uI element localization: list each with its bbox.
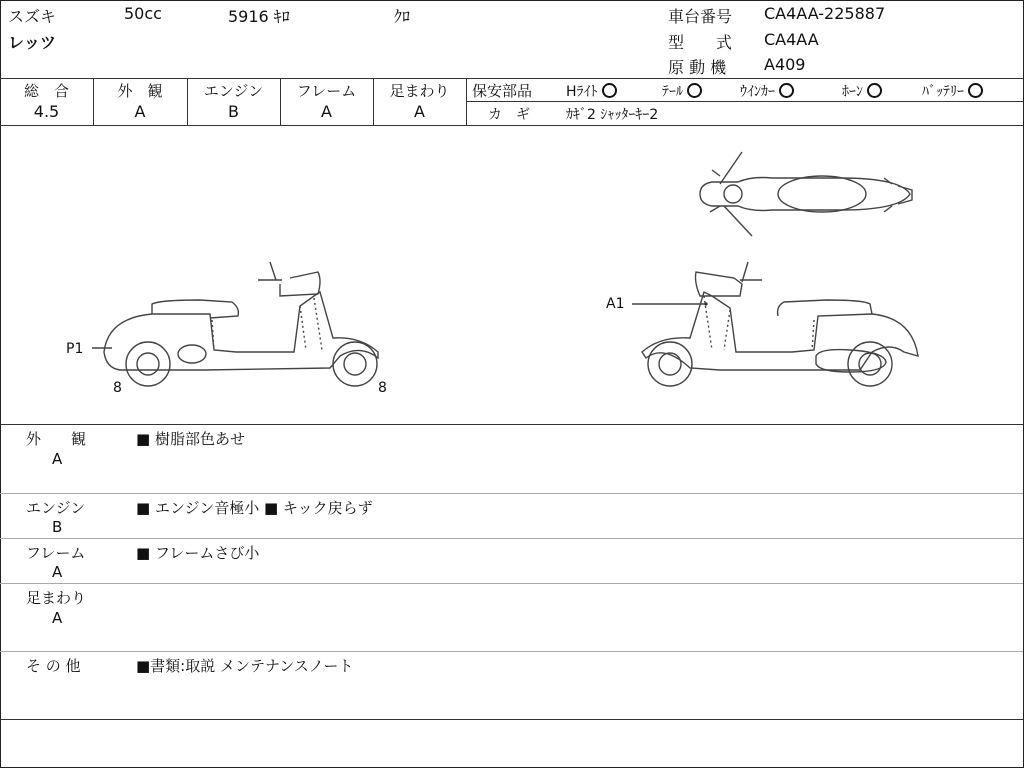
grade-label-overall: 総 合 [23,82,69,100]
grade-label-exterior: 外 観 [117,82,163,100]
engine-no: A409 [764,55,806,74]
safety-item-battery: ﾊﾞｯﾃﾘｰ [922,81,983,101]
grade-label-frame: フレーム [296,82,357,100]
grade-label-suspension: 足まわり [389,82,450,100]
safety-title: 保安部品 [472,82,533,100]
p1-marker: P1 [66,341,84,357]
grade-value-overall: 4.5 [33,102,60,121]
remark-category: エンジン [26,499,86,517]
remark-notes: ■ 樹脂部色あせ [136,430,245,448]
maker: スズキ [8,7,57,26]
divider [0,583,1023,584]
remark-grade: A [52,609,63,627]
grade-value-frame: A [321,102,332,121]
safety-item-winker: ｳｲﾝｶｰ [740,81,794,101]
remark-notes: ■ フレームさび小 [136,544,260,562]
model-type: CA4AA [764,30,819,49]
grade-value-suspension: A [414,102,425,121]
grade-value-engine: B [228,102,239,121]
key-label: カ ギ [488,107,530,123]
remark-grade: A [52,563,63,581]
scooter-right-view [632,262,918,386]
mileage: 5916 ｷﾛ [228,7,290,26]
model-type-label: 型 式 [668,33,733,52]
divider [0,493,1023,494]
remark-grade: A [52,450,63,468]
displacement: 50cc [124,4,162,23]
divider [0,424,1023,425]
divider [0,719,1023,720]
remark-notes: ■ エンジン音極小 ■ キック戻らず [136,499,373,517]
frame-no: CA4AA-225887 [764,4,886,23]
remark-category: フレーム [26,544,86,562]
a1-marker: A1 [606,296,625,312]
remark-notes: ■書類:取説 メンテナンスノート [136,657,354,675]
model-name: レッツ [8,33,56,52]
scooter-left-view [92,262,378,386]
engine-label: 原 動 機 [668,58,727,77]
color: ｸﾛ [394,7,411,26]
safety-item-horn: ﾎｰﾝ [842,81,882,101]
safety-item-tail: ﾃｰﾙ [662,81,702,101]
frame-no-label: 車台番号 [668,7,733,26]
grade-label-engine: エンジン [203,82,264,100]
safety-item-headlight: Hﾗｲﾄ [566,81,617,101]
remark-grade: B [52,518,63,536]
key-value: ｶｷﾞ2 ｼｬｯﾀｰｷｰ2 [566,107,659,123]
remark-category: 足まわり [26,589,87,607]
scooter-top-view [700,152,912,236]
remark-category: そ の 他 [26,657,81,675]
tire-rear-tread: 8 [378,380,387,396]
divider [0,538,1023,539]
remark-category: 外 観 [26,430,87,448]
tire-front-tread: 8 [113,380,122,396]
divider [0,651,1023,652]
grade-value-exterior: A [134,102,146,121]
